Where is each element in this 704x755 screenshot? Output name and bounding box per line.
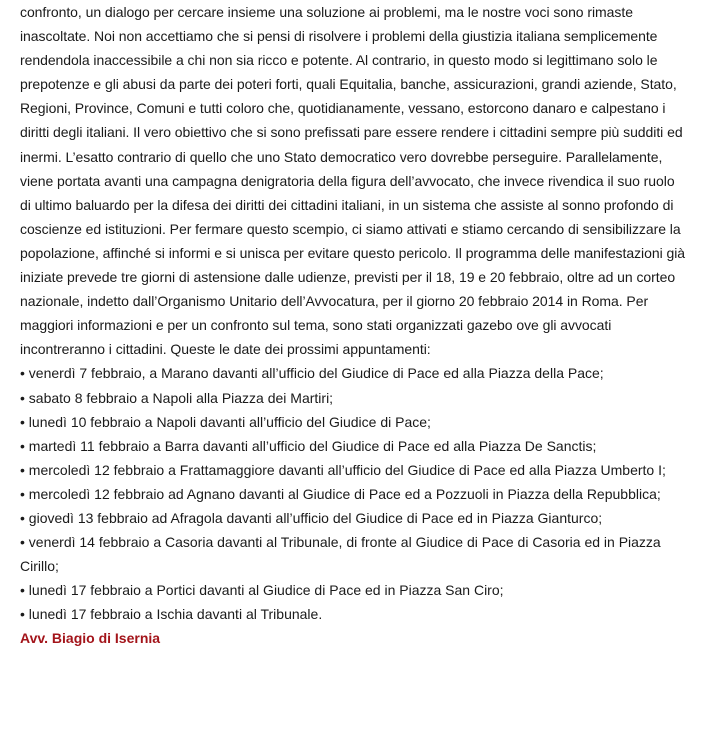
list-item — [20, 578, 688, 602]
list-item-text: venerdì 14 febbraio a Casoria davanti al Tribunale, di fronte al Giudice di Pace di Casoria ed in Piazza Cirillo; — [20, 534, 661, 575]
list-item-text: sabato 8 febbraio a Napoli alla Piazza dei Martiri; — [28, 389, 334, 406]
list-item — [20, 506, 688, 530]
bullet-icon: • — [20, 534, 25, 551]
list-item — [20, 530, 688, 578]
article-paragraph: confronto, un dialogo per cercare insieme una soluzione ai problemi, ma le nostre voci sono rimaste inascoltate. Noi non accettiamo che si pensi di risolvere i problemi della giustizia italiana semplicemente rendendola inaccessibile a chi non sia ricco e potente. Al contrario, in questo modo si legittimano solo le prepotenze e gli abusi da parte dei poteri forti, quali Equitalia, banche, assicurazioni, grandi aziende, Stato, Regioni, Province, Comuni e tutti coloro che, quotidianamente, vessano, estorcono danaro e calpestano i diritti degli italiani. Il vero obiettivo che si sono prefissati pare essere rendere i cittadini sempre più sudditi ed inermi. L’esatto contrario di quello che uno Stato democratico vero dovrebbe perseguire. Parallelamente, viene portata avanti una campagna denigratoria della figura dell’avvocato, che invece rivendica il suo ruolo di ultimo baluardo per la difesa dei diritti dei cittadini italiani, in un sistema che assiste al sonno profondo di coscienze ed istituzioni. Per fermare questo scempio, ci siamo attivati e stiamo cercando di sensibilizzare la popolazione, affinché si informi e si unisca per evitare questo pericolo. Il programma delle manifestazioni già iniziate prevede tre giorni di astensione dalle udienze, previsti per il 18, 19 e 20 febbraio, oltre ad un corteo nazionale, indetto dall’Organismo Unitario dell’Avvocatura, per il giorno 20 febbraio 2014 in Roma. Per maggiori informazioni e per un confronto sul tema, sono stati organizzati gazebo ove gli avvocati incontreranno i cittadini. Queste le date dei prossimi appuntamenti: — [20, 4, 685, 358]
list-item-text: mercoledì 12 febbraio ad Agnano davanti al Giudice di Pace ed a Pozzuoli in Piazza della Repubblica; — [28, 485, 661, 502]
list-item — [20, 434, 688, 458]
appointments-list — [20, 361, 688, 626]
list-item — [20, 602, 688, 626]
bullet-icon: • — [20, 365, 25, 382]
list-item-text: lunedì 17 febbraio a Portici davanti al Giudice di Pace ed in Piazza San Ciro; — [28, 582, 504, 599]
list-item — [20, 410, 688, 434]
bullet-icon: • — [20, 485, 25, 502]
list-item — [20, 361, 688, 385]
list-item — [20, 458, 688, 482]
bullet-icon: • — [20, 437, 25, 454]
list-item — [20, 386, 688, 410]
author-signature: Avv. Biagio di Isernia — [20, 630, 161, 647]
bullet-icon: • — [20, 582, 25, 599]
bullet-icon: • — [20, 389, 25, 406]
bullet-icon: • — [20, 413, 25, 430]
bullet-icon: • — [20, 509, 25, 526]
bullet-icon: • — [20, 461, 25, 478]
list-item-text: giovedì 13 febbraio ad Afragola davanti all’ufficio del Giudice di Pace ed in Piazza Gianturco; — [28, 509, 603, 526]
list-item-text: mercoledì 12 febbraio a Frattamaggiore davanti all’ufficio del Giudice di Pace ed alla Piazza Umberto I; — [28, 461, 666, 478]
list-item-text: venerdì 7 febbraio, a Marano davanti all’ufficio del Giudice di Pace ed alla Piazza della Pace; — [28, 365, 604, 382]
list-item-text: lunedì 17 febbraio a Ischia davanti al Tribunale. — [28, 606, 323, 623]
article-body — [20, 0, 688, 651]
list-item — [20, 482, 688, 506]
list-item-text: lunedì 10 febbraio a Napoli davanti all’ufficio del Giudice di Pace; — [28, 413, 431, 430]
list-item-text: martedì 11 febbraio a Barra davanti all’ufficio del Giudice di Pace ed alla Piazza De Sanctis; — [28, 437, 597, 454]
bullet-icon: • — [20, 606, 25, 623]
